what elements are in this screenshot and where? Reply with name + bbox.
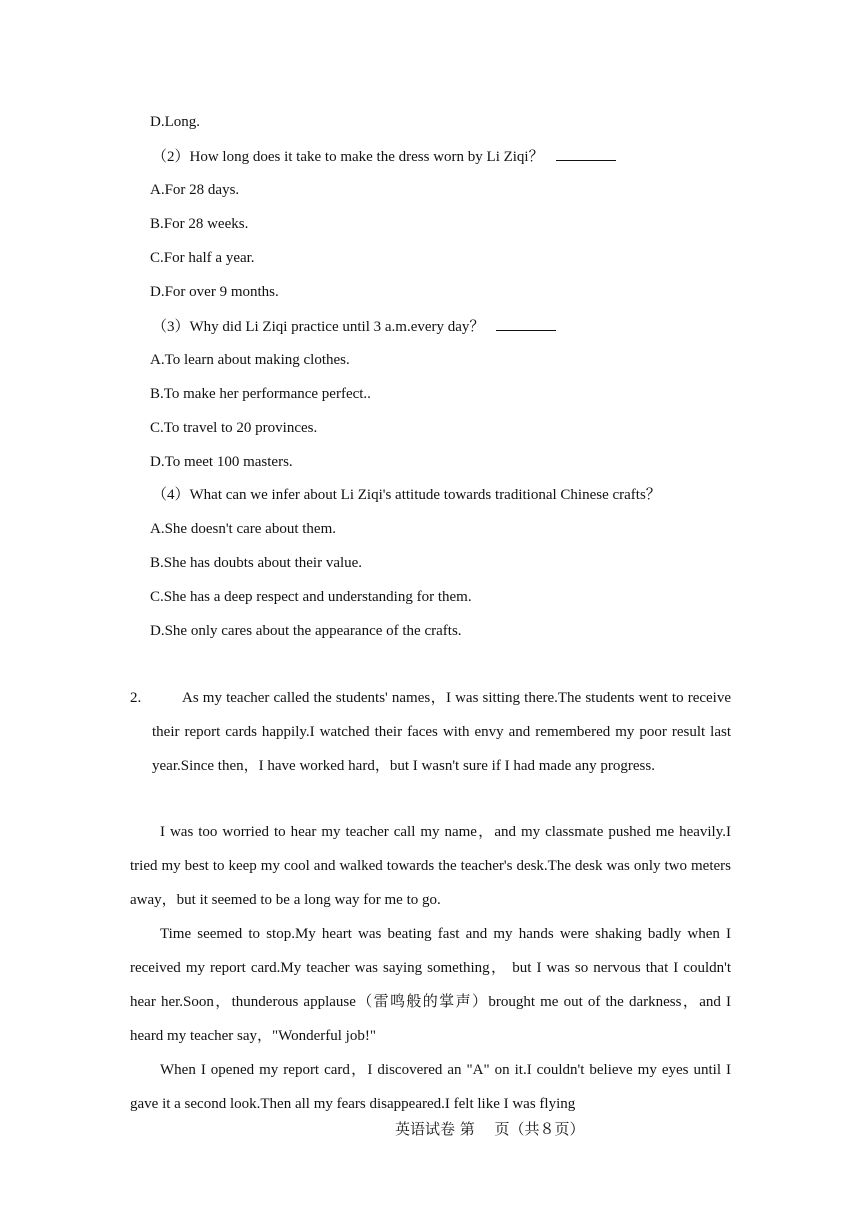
q3-option-b: B.To make her performance perfect..	[150, 386, 371, 402]
passage-number: 2.	[130, 690, 142, 706]
q3-stem-text: （3）Why did Li Ziqi practice until 3 a.m.every day？	[152, 319, 485, 335]
q3-stem	[152, 316, 556, 337]
passage-paragraph-1: As my teacher called the students' names，I was sitting there.The students went to receive their report cards happily.I watched their faces with envy and remembered my poor result last year.Since then，I have worked hard，but I wasn't sure if I had made any progress.	[152, 690, 731, 774]
q2-option-b: B.For 28 weeks.	[150, 216, 249, 232]
q3-option-d: D.To meet 100 masters.	[150, 454, 293, 470]
q4-option-c: C.She has a deep respect and understanding for them.	[150, 589, 472, 605]
q4-option-a: A.She doesn't care about them.	[150, 521, 336, 537]
page-footer: 英语试卷 第 页（共８页）	[395, 1120, 585, 1138]
q2-option-c: C.For half a year.	[150, 250, 255, 266]
q2-option-d: D.For over 9 months.	[150, 284, 279, 300]
q3-option-c: C.To travel to 20 provinces.	[150, 420, 318, 436]
q2-stem-text: （2）How long does it take to make the dress worn by Li Ziqi？	[152, 149, 544, 165]
passage-paragraph-4: When I opened my report card，I discovered an "A" on it.I couldn't believe my eyes until I gave it a second look.Then all my fears disappeared.I felt like I was flying	[130, 1062, 731, 1112]
q1-option-d: D.Long.	[150, 114, 200, 130]
passage-paragraph-2: I was too worried to hear my teacher call my name，and my classmate pushed me heavily.I tried my best to keep my cool and walked towards the teacher's desk.The desk was only two meters away，but it seemed to be a long way for me to go.	[130, 824, 731, 908]
passage-paragraph-3: Time seemed to stop.My heart was beating fast and my hands were shaking badly when I received my report card.My teacher was saying something， but I was so nervous that I couldn't hear her.Soon，thunderous applause（雷鸣般的掌声）brought me out of the darkness，and I heard my teacher say，"Wonderful job!"	[130, 926, 731, 1044]
q4-stem: （4）What can we infer about Li Ziqi's attitude towards traditional Chinese crafts？	[152, 487, 661, 503]
q4-option-b: B.She has doubts about their value.	[150, 555, 363, 571]
q3-answer-blank	[496, 316, 556, 331]
q3-option-a: A.To learn about making clothes.	[150, 352, 350, 368]
q2-option-a: A.For 28 days.	[150, 182, 240, 198]
q2-stem	[152, 146, 616, 167]
q4-option-d: D.She only cares about the appearance of the crafts.	[150, 623, 462, 639]
q2-answer-blank	[556, 146, 616, 161]
